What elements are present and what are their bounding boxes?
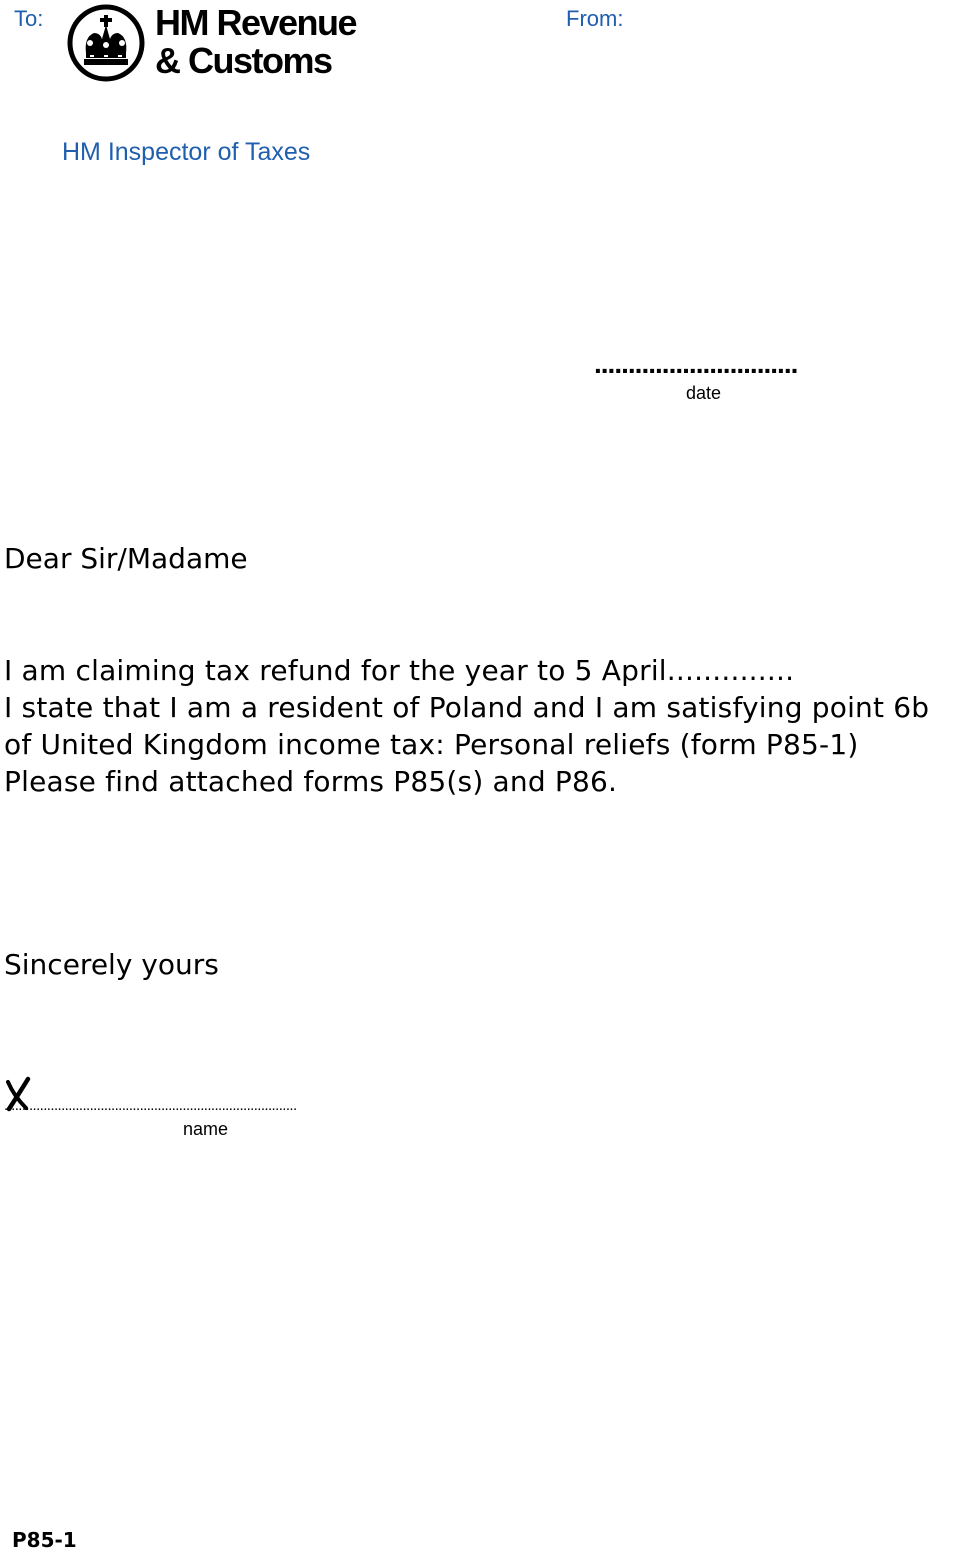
- signature-line: ..................................................................................: [4, 1097, 297, 1114]
- closing: Sincerely yours: [4, 948, 219, 981]
- body-line: I state that I am a resident of Poland and I am satisfying point 6b: [4, 691, 930, 724]
- from-label: From:: [566, 6, 624, 31]
- date-caption: date: [686, 383, 722, 403]
- salutation: Dear Sir/Madame: [4, 542, 248, 575]
- recipient-address: HM Inspector of Taxes: [62, 138, 311, 166]
- date-field-dots: ..............................: [594, 348, 798, 379]
- form-code: P85-1: [12, 1528, 77, 1552]
- logo-text-line1: HM Revenue: [155, 2, 357, 43]
- crown-crest-icon: [66, 3, 146, 83]
- body-line: I am claiming tax refund for the year to 5 April..............: [4, 654, 795, 687]
- to-label: To:: [14, 6, 44, 31]
- letter-body: [4, 652, 929, 800]
- logo-text-line2: & Customs: [155, 40, 332, 81]
- body-line: Please find attached forms P85(s) and P86.: [4, 765, 618, 798]
- body-line: of United Kingdom income tax: Personal reliefs (form P85-1): [4, 728, 859, 761]
- name-caption: name: [183, 1119, 229, 1139]
